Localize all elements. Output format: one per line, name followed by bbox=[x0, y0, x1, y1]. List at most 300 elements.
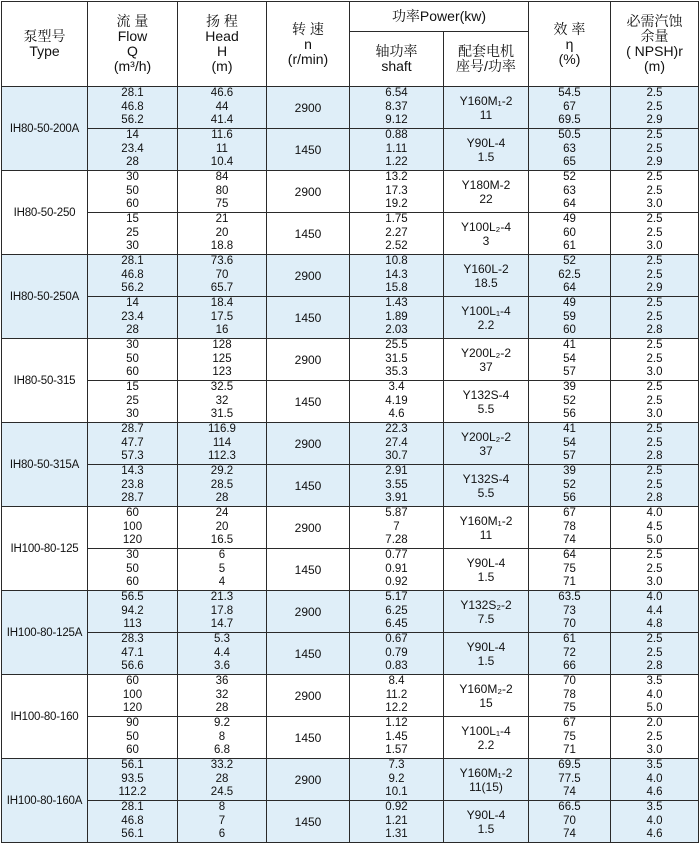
npsh-cell bbox=[611, 129, 699, 171]
efficiency-cell-value: 60 bbox=[563, 226, 576, 239]
head-cell-value: 4.4 bbox=[214, 646, 230, 659]
head-cell-value: 17.5 bbox=[210, 310, 234, 323]
motor-model: Y132S-4 bbox=[462, 387, 510, 402]
shaft-power-cell-value: 1.11 bbox=[385, 142, 408, 155]
head-cell-value: 7 bbox=[218, 814, 226, 827]
header-type: 泵型号 Type bbox=[2, 2, 88, 87]
efficiency-cell bbox=[529, 465, 611, 507]
shaft-power-cell-value: 0.92 bbox=[385, 801, 408, 814]
flow-cell-value: 28.1 bbox=[121, 87, 144, 100]
efficiency-cell-value: 70 bbox=[563, 814, 576, 827]
shaft-power-cell-value: 13.2 bbox=[385, 171, 408, 184]
motor-power: 37 bbox=[479, 359, 493, 374]
shaft-power-cell bbox=[350, 423, 444, 465]
efficiency-cell-value: 75 bbox=[563, 702, 576, 715]
npsh-cell-value: 3.0 bbox=[646, 744, 663, 757]
efficiency-cell bbox=[529, 507, 611, 549]
flow-cell-value: 56.2 bbox=[121, 114, 144, 127]
npsh-cell-value: 2.9 bbox=[646, 114, 663, 127]
shaft-power-cell-value: 17.3 bbox=[385, 184, 408, 197]
efficiency-cell bbox=[529, 297, 611, 339]
head-cell-value: 70 bbox=[215, 268, 229, 281]
flow-cell-value: 56.5 bbox=[121, 591, 144, 604]
head-cell-value: 41.4 bbox=[210, 114, 234, 127]
flow-cell-value: 28.1 bbox=[121, 255, 144, 268]
speed-cell: 1450 bbox=[267, 549, 350, 591]
shaft-power-cell bbox=[350, 339, 444, 381]
motor-power: 22 bbox=[479, 191, 493, 206]
npsh-cell-value: 4.4 bbox=[646, 604, 663, 617]
motor-model: Y90L-4 bbox=[466, 639, 506, 654]
motor-model: Y160M₁-2 bbox=[459, 765, 513, 780]
npsh-cell-value: 2.8 bbox=[646, 324, 663, 337]
head-cell-value: 84 bbox=[215, 171, 229, 184]
shaft-power-cell bbox=[350, 675, 444, 717]
motor-model: Y180M-2 bbox=[461, 177, 511, 192]
flow-cell bbox=[88, 129, 178, 171]
head-cell-value: 32.5 bbox=[210, 381, 234, 394]
head-cell-value: 28 bbox=[215, 702, 229, 715]
npsh-cell-value: 4.5 bbox=[646, 520, 663, 533]
shaft-power-cell bbox=[350, 633, 444, 675]
table-row bbox=[2, 381, 699, 423]
efficiency-cell-value: 39 bbox=[563, 381, 576, 394]
motor-power: 11 bbox=[479, 527, 493, 542]
efficiency-cell-value: 66 bbox=[563, 660, 576, 673]
head-cell bbox=[178, 507, 267, 549]
npsh-cell-value: 2.5 bbox=[646, 381, 663, 394]
efficiency-cell-value: 56 bbox=[563, 408, 576, 421]
flow-cell-value: 14 bbox=[126, 297, 139, 310]
flow-cell-value: 46.8 bbox=[121, 814, 144, 827]
shaft-power-cell-value: 15.8 bbox=[385, 282, 408, 295]
npsh-cell-value: 2.5 bbox=[646, 633, 663, 646]
efficiency-cell-value: 71 bbox=[563, 744, 576, 757]
motor-power: 18.5 bbox=[474, 275, 498, 290]
flow-cell-value: 47.1 bbox=[121, 646, 144, 659]
shaft-power-cell-value: 0.67 bbox=[385, 633, 408, 646]
pump-type-cell: IH100-80-125A bbox=[2, 591, 88, 675]
flow-cell-value: 60 bbox=[126, 366, 139, 379]
npsh-cell-value: 2.5 bbox=[646, 394, 663, 407]
npsh-cell-value: 2.5 bbox=[646, 465, 663, 478]
speed-cell: 2900 bbox=[267, 507, 350, 549]
shaft-power-cell bbox=[350, 171, 444, 213]
flow-cell-value: 93.5 bbox=[121, 772, 144, 785]
speed-cell: 2900 bbox=[267, 675, 350, 717]
flow-cell-value: 28.3 bbox=[121, 633, 144, 646]
efficiency-cell-value: 63 bbox=[563, 142, 576, 155]
npsh-cell-value: 3.0 bbox=[646, 576, 663, 589]
npsh-cell-value: 3.0 bbox=[646, 366, 663, 379]
flow-cell-value: 60 bbox=[126, 507, 139, 520]
head-cell-value: 112.3 bbox=[208, 450, 236, 463]
shaft-power-cell-value: 3.91 bbox=[385, 492, 408, 505]
efficiency-cell bbox=[529, 339, 611, 381]
efficiency-cell-value: 41 bbox=[563, 339, 576, 352]
table-row bbox=[2, 507, 699, 549]
efficiency-cell-value: 64 bbox=[563, 198, 576, 211]
shaft-power-cell bbox=[350, 717, 444, 759]
efficiency-cell-value: 63 bbox=[563, 184, 576, 197]
head-cell-value: 31.5 bbox=[210, 408, 234, 421]
motor-power: 11 bbox=[479, 107, 493, 122]
speed-cell: 1450 bbox=[267, 297, 350, 339]
head-cell-value: 20 bbox=[215, 226, 229, 239]
head-cell-value: 14.7 bbox=[210, 618, 234, 631]
efficiency-cell-value: 74 bbox=[563, 786, 576, 799]
head-cell bbox=[178, 129, 267, 171]
efficiency-cell-value: 64 bbox=[563, 282, 576, 295]
npsh-cell-value: 3.5 bbox=[646, 801, 663, 814]
head-cell-value: 5.3 bbox=[214, 633, 230, 646]
head-cell-value: 6 bbox=[218, 549, 226, 562]
shaft-power-cell-value: 0.79 bbox=[385, 646, 408, 659]
header-flow: 流 量 Flow Q (m³/h) bbox=[88, 2, 178, 87]
efficiency-cell-value: 62.5 bbox=[558, 268, 581, 281]
npsh-cell-value: 4.0 bbox=[646, 591, 663, 604]
efficiency-cell bbox=[529, 717, 611, 759]
head-cell-value: 116.9 bbox=[208, 423, 236, 436]
motor-model: Y132S₂-2 bbox=[460, 597, 512, 612]
head-cell-value: 8 bbox=[218, 730, 226, 743]
efficiency-cell-value: 49 bbox=[563, 213, 576, 226]
table-row bbox=[2, 339, 699, 381]
head-cell bbox=[178, 213, 267, 255]
flow-cell-value: 56.6 bbox=[121, 660, 144, 673]
efficiency-cell bbox=[529, 87, 611, 129]
flow-cell bbox=[88, 759, 178, 801]
efficiency-cell bbox=[529, 381, 611, 423]
npsh-cell-value: 2.5 bbox=[646, 646, 663, 659]
table-row bbox=[2, 171, 699, 213]
efficiency-cell-value: 61 bbox=[563, 240, 576, 253]
npsh-cell bbox=[611, 717, 699, 759]
efficiency-cell-value: 56 bbox=[563, 492, 576, 505]
header-motor: 配套电机 座号/功率 bbox=[444, 32, 529, 87]
pump-type-cell: IH100-80-160 bbox=[2, 675, 88, 759]
table-row bbox=[2, 591, 699, 633]
shaft-power-cell-value: 22.3 bbox=[385, 423, 408, 436]
head-cell bbox=[178, 717, 267, 759]
head-cell-value: 24 bbox=[215, 507, 229, 520]
shaft-power-cell-value: 1.22 bbox=[385, 156, 408, 169]
efficiency-cell-value: 60 bbox=[563, 324, 576, 337]
speed-cell: 1450 bbox=[267, 801, 350, 843]
npsh-cell-value: 2.5 bbox=[646, 129, 663, 142]
efficiency-cell bbox=[529, 759, 611, 801]
table-row bbox=[2, 759, 699, 801]
flow-cell-value: 50 bbox=[126, 730, 139, 743]
flow-cell bbox=[88, 423, 178, 465]
efficiency-cell-value: 52 bbox=[563, 478, 576, 491]
flow-cell-value: 56.2 bbox=[121, 282, 144, 295]
motor-cell bbox=[444, 213, 529, 255]
head-cell-value: 8 bbox=[218, 801, 226, 814]
efficiency-cell-value: 50.5 bbox=[558, 129, 581, 142]
motor-cell bbox=[444, 633, 529, 675]
table-row bbox=[2, 717, 699, 759]
motor-model: Y132S-4 bbox=[462, 471, 510, 486]
head-cell bbox=[178, 255, 267, 297]
npsh-cell-value: 2.5 bbox=[646, 339, 663, 352]
flow-cell-value: 46.8 bbox=[121, 100, 144, 113]
shaft-power-cell-value: 30.7 bbox=[385, 450, 408, 463]
head-cell-value: 16.5 bbox=[210, 534, 234, 547]
efficiency-cell-value: 49 bbox=[563, 297, 576, 310]
motor-cell bbox=[444, 465, 529, 507]
efficiency-cell-value: 69.5 bbox=[558, 759, 581, 772]
npsh-cell-value: 3.0 bbox=[646, 408, 663, 421]
flow-cell-value: 50 bbox=[126, 184, 139, 197]
shaft-power-cell-value: 1.57 bbox=[385, 744, 408, 757]
motor-power: 1.5 bbox=[477, 149, 495, 164]
motor-model: Y100L₁-4 bbox=[461, 723, 511, 738]
npsh-cell-value: 2.5 bbox=[646, 184, 663, 197]
shaft-power-cell bbox=[350, 213, 444, 255]
head-cell-value: 29.2 bbox=[210, 465, 234, 478]
npsh-cell-value: 4.0 bbox=[646, 814, 663, 827]
table-row bbox=[2, 297, 699, 339]
npsh-cell bbox=[611, 423, 699, 465]
efficiency-cell-value: 57 bbox=[563, 366, 576, 379]
shaft-power-cell bbox=[350, 801, 444, 843]
motor-model: Y160L-2 bbox=[463, 261, 509, 276]
header-speed: 转 速 n (r/min) bbox=[267, 2, 350, 87]
npsh-cell-value: 3.0 bbox=[646, 198, 663, 211]
npsh-cell bbox=[611, 759, 699, 801]
shaft-power-cell-value: 7 bbox=[393, 520, 400, 533]
flow-cell-value: 30 bbox=[126, 549, 139, 562]
motor-power: 7.5 bbox=[477, 611, 495, 626]
flow-cell-value: 28 bbox=[126, 324, 139, 337]
head-cell bbox=[178, 465, 267, 507]
npsh-cell bbox=[611, 549, 699, 591]
motor-model: Y160M₁-2 bbox=[459, 513, 513, 528]
flow-cell bbox=[88, 171, 178, 213]
head-cell-value: 21.3 bbox=[210, 591, 234, 604]
flow-cell-value: 50 bbox=[126, 562, 139, 575]
flow-cell-value: 25 bbox=[126, 394, 139, 407]
flow-cell-value: 94.2 bbox=[121, 604, 144, 617]
npsh-cell-value: 4.6 bbox=[646, 828, 663, 841]
motor-power: 2.2 bbox=[477, 737, 495, 752]
shaft-power-cell bbox=[350, 759, 444, 801]
npsh-cell-value: 3.5 bbox=[646, 759, 663, 772]
npsh-cell-value: 3.5 bbox=[646, 675, 663, 688]
head-cell-value: 36 bbox=[215, 675, 229, 688]
flow-cell-value: 50 bbox=[126, 352, 139, 365]
flow-cell-value: 60 bbox=[126, 198, 139, 211]
speed-cell: 2900 bbox=[267, 339, 350, 381]
speed-cell: 1450 bbox=[267, 129, 350, 171]
motor-cell bbox=[444, 255, 529, 297]
shaft-power-cell-value: 6.45 bbox=[385, 618, 408, 631]
head-cell-value: 32 bbox=[215, 688, 229, 701]
motor-model: Y90L-4 bbox=[466, 807, 506, 822]
motor-cell bbox=[444, 381, 529, 423]
efficiency-cell-value: 70 bbox=[563, 675, 576, 688]
table-row bbox=[2, 87, 699, 129]
motor-cell bbox=[444, 675, 529, 717]
motor-cell bbox=[444, 591, 529, 633]
header-npsh: 必需汽蚀 余量 ( NPSH)r (m) bbox=[611, 2, 699, 87]
motor-cell bbox=[444, 339, 529, 381]
shaft-power-cell-value: 1.89 bbox=[385, 310, 408, 323]
efficiency-cell-value: 59 bbox=[563, 310, 576, 323]
efficiency-cell-value: 78 bbox=[563, 520, 576, 533]
pump-type-cell: IH80-50-250A bbox=[2, 255, 88, 339]
shaft-power-cell-value: 8.4 bbox=[388, 675, 405, 688]
shaft-power-cell-value: 1.75 bbox=[385, 213, 408, 226]
npsh-cell-value: 4.0 bbox=[646, 688, 663, 701]
efficiency-cell-value: 67 bbox=[563, 100, 576, 113]
npsh-cell-value: 2.5 bbox=[646, 549, 663, 562]
efficiency-cell-value: 74 bbox=[563, 828, 576, 841]
head-cell bbox=[178, 675, 267, 717]
motor-cell bbox=[444, 297, 529, 339]
flow-cell bbox=[88, 507, 178, 549]
flow-cell-value: 25 bbox=[126, 226, 139, 239]
flow-cell-value: 60 bbox=[126, 675, 139, 688]
flow-cell-value: 30 bbox=[126, 408, 139, 421]
shaft-power-cell-value: 2.91 bbox=[385, 465, 408, 478]
motor-cell bbox=[444, 87, 529, 129]
head-cell-value: 28 bbox=[215, 492, 229, 505]
npsh-cell-value: 2.8 bbox=[646, 660, 663, 673]
head-cell-value: 18.4 bbox=[210, 297, 234, 310]
head-cell-value: 5 bbox=[218, 562, 226, 575]
npsh-cell-value: 5.0 bbox=[646, 702, 663, 715]
shaft-power-cell-value: 1.12 bbox=[385, 717, 408, 730]
head-cell-value: 73.6 bbox=[210, 255, 234, 268]
flow-cell-value: 56.1 bbox=[121, 759, 144, 772]
flow-cell bbox=[88, 255, 178, 297]
npsh-cell-value: 4.0 bbox=[646, 507, 663, 520]
shaft-power-cell-value: 3.55 bbox=[385, 478, 408, 491]
shaft-power-cell-value: 25.5 bbox=[385, 339, 408, 352]
table-row bbox=[2, 801, 699, 843]
npsh-cell-value: 2.5 bbox=[646, 142, 663, 155]
head-cell-value: 28.5 bbox=[210, 478, 234, 491]
flow-cell bbox=[88, 339, 178, 381]
npsh-cell-value: 2.9 bbox=[646, 282, 663, 295]
shaft-power-cell-value: 9.12 bbox=[385, 114, 408, 127]
speed-cell: 2900 bbox=[267, 423, 350, 465]
flow-cell-value: 60 bbox=[126, 576, 139, 589]
table-row bbox=[2, 549, 699, 591]
head-cell bbox=[178, 633, 267, 675]
head-cell-value: 6.8 bbox=[214, 744, 230, 757]
shaft-power-cell-value: 6.54 bbox=[385, 87, 408, 100]
efficiency-cell bbox=[529, 801, 611, 843]
shaft-power-cell bbox=[350, 129, 444, 171]
motor-power: 15 bbox=[479, 695, 493, 710]
flow-cell-value: 15 bbox=[126, 213, 139, 226]
flow-cell bbox=[88, 675, 178, 717]
pump-type-cell: IH80-50-315A bbox=[2, 423, 88, 507]
npsh-cell-value: 2.5 bbox=[646, 213, 663, 226]
flow-cell-value: 120 bbox=[122, 534, 143, 547]
flow-cell bbox=[88, 381, 178, 423]
npsh-cell bbox=[611, 675, 699, 717]
motor-cell bbox=[444, 129, 529, 171]
head-cell bbox=[178, 381, 267, 423]
efficiency-cell-value: 74 bbox=[563, 534, 576, 547]
efficiency-cell-value: 61 bbox=[563, 633, 576, 646]
speed-cell: 2900 bbox=[267, 171, 350, 213]
shaft-power-cell-value: 12.2 bbox=[385, 702, 408, 715]
head-cell bbox=[178, 591, 267, 633]
motor-power: 1.5 bbox=[477, 569, 495, 584]
flow-cell bbox=[88, 549, 178, 591]
shaft-power-cell-value: 11.2 bbox=[385, 688, 408, 701]
motor-model: Y160M₂-2 bbox=[459, 681, 513, 696]
efficiency-cell-value: 72 bbox=[563, 646, 576, 659]
flow-cell-value: 46.8 bbox=[121, 268, 144, 281]
efficiency-cell-value: 70 bbox=[563, 618, 576, 631]
shaft-power-cell-value: 6.25 bbox=[385, 604, 408, 617]
npsh-cell-value: 2.5 bbox=[646, 255, 663, 268]
header-shaft: 轴功率 shaft bbox=[350, 32, 444, 87]
efficiency-cell-value: 75 bbox=[563, 730, 576, 743]
npsh-cell-value: 2.5 bbox=[646, 562, 663, 575]
shaft-power-cell-value: 5.87 bbox=[385, 507, 408, 520]
head-cell-value: 17.8 bbox=[210, 604, 234, 617]
head-cell bbox=[178, 297, 267, 339]
shaft-power-cell-value: 2.03 bbox=[385, 324, 408, 337]
motor-power: 11(15) bbox=[469, 779, 503, 794]
flow-cell bbox=[88, 801, 178, 843]
head-cell bbox=[178, 87, 267, 129]
motor-cell bbox=[444, 507, 529, 549]
speed-cell: 1450 bbox=[267, 633, 350, 675]
shaft-power-cell-value: 8.37 bbox=[385, 100, 408, 113]
npsh-cell-value: 2.5 bbox=[646, 310, 663, 323]
motor-power: 5.5 bbox=[477, 485, 495, 500]
efficiency-cell-value: 39 bbox=[563, 465, 576, 478]
npsh-cell-value: 5.0 bbox=[646, 534, 663, 547]
pump-type-cell: IH80-50-250 bbox=[2, 171, 88, 255]
head-cell-value: 9.2 bbox=[214, 717, 230, 730]
pump-type-cell: IH100-80-125 bbox=[2, 507, 88, 591]
efficiency-cell bbox=[529, 171, 611, 213]
head-cell-value: 21 bbox=[215, 213, 229, 226]
flow-cell-value: 47.7 bbox=[121, 436, 144, 449]
npsh-cell bbox=[611, 339, 699, 381]
npsh-cell bbox=[611, 507, 699, 549]
flow-cell-value: 14.3 bbox=[121, 465, 144, 478]
header-head: 扬 程 Head H (m) bbox=[178, 2, 267, 87]
shaft-power-cell-value: 3.4 bbox=[388, 381, 405, 394]
pump-type-cell: IH100-80-160A bbox=[2, 759, 88, 843]
shaft-power-cell-value: 35.3 bbox=[385, 366, 408, 379]
shaft-power-cell-value: 7.3 bbox=[388, 759, 405, 772]
head-cell-value: 11.6 bbox=[211, 129, 233, 142]
shaft-power-cell bbox=[350, 507, 444, 549]
npsh-cell-value: 2.5 bbox=[646, 297, 663, 310]
npsh-cell-value: 2.5 bbox=[646, 226, 663, 239]
shaft-power-cell-value: 31.5 bbox=[385, 352, 408, 365]
shaft-power-cell bbox=[350, 381, 444, 423]
shaft-power-cell-value: 4.6 bbox=[388, 408, 405, 421]
npsh-cell-value: 4.8 bbox=[646, 618, 663, 631]
motor-model: Y100L₁-4 bbox=[461, 303, 511, 318]
head-cell bbox=[178, 549, 267, 591]
speed-cell: 1450 bbox=[267, 381, 350, 423]
npsh-cell bbox=[611, 801, 699, 843]
head-cell-value: 75 bbox=[215, 198, 229, 211]
